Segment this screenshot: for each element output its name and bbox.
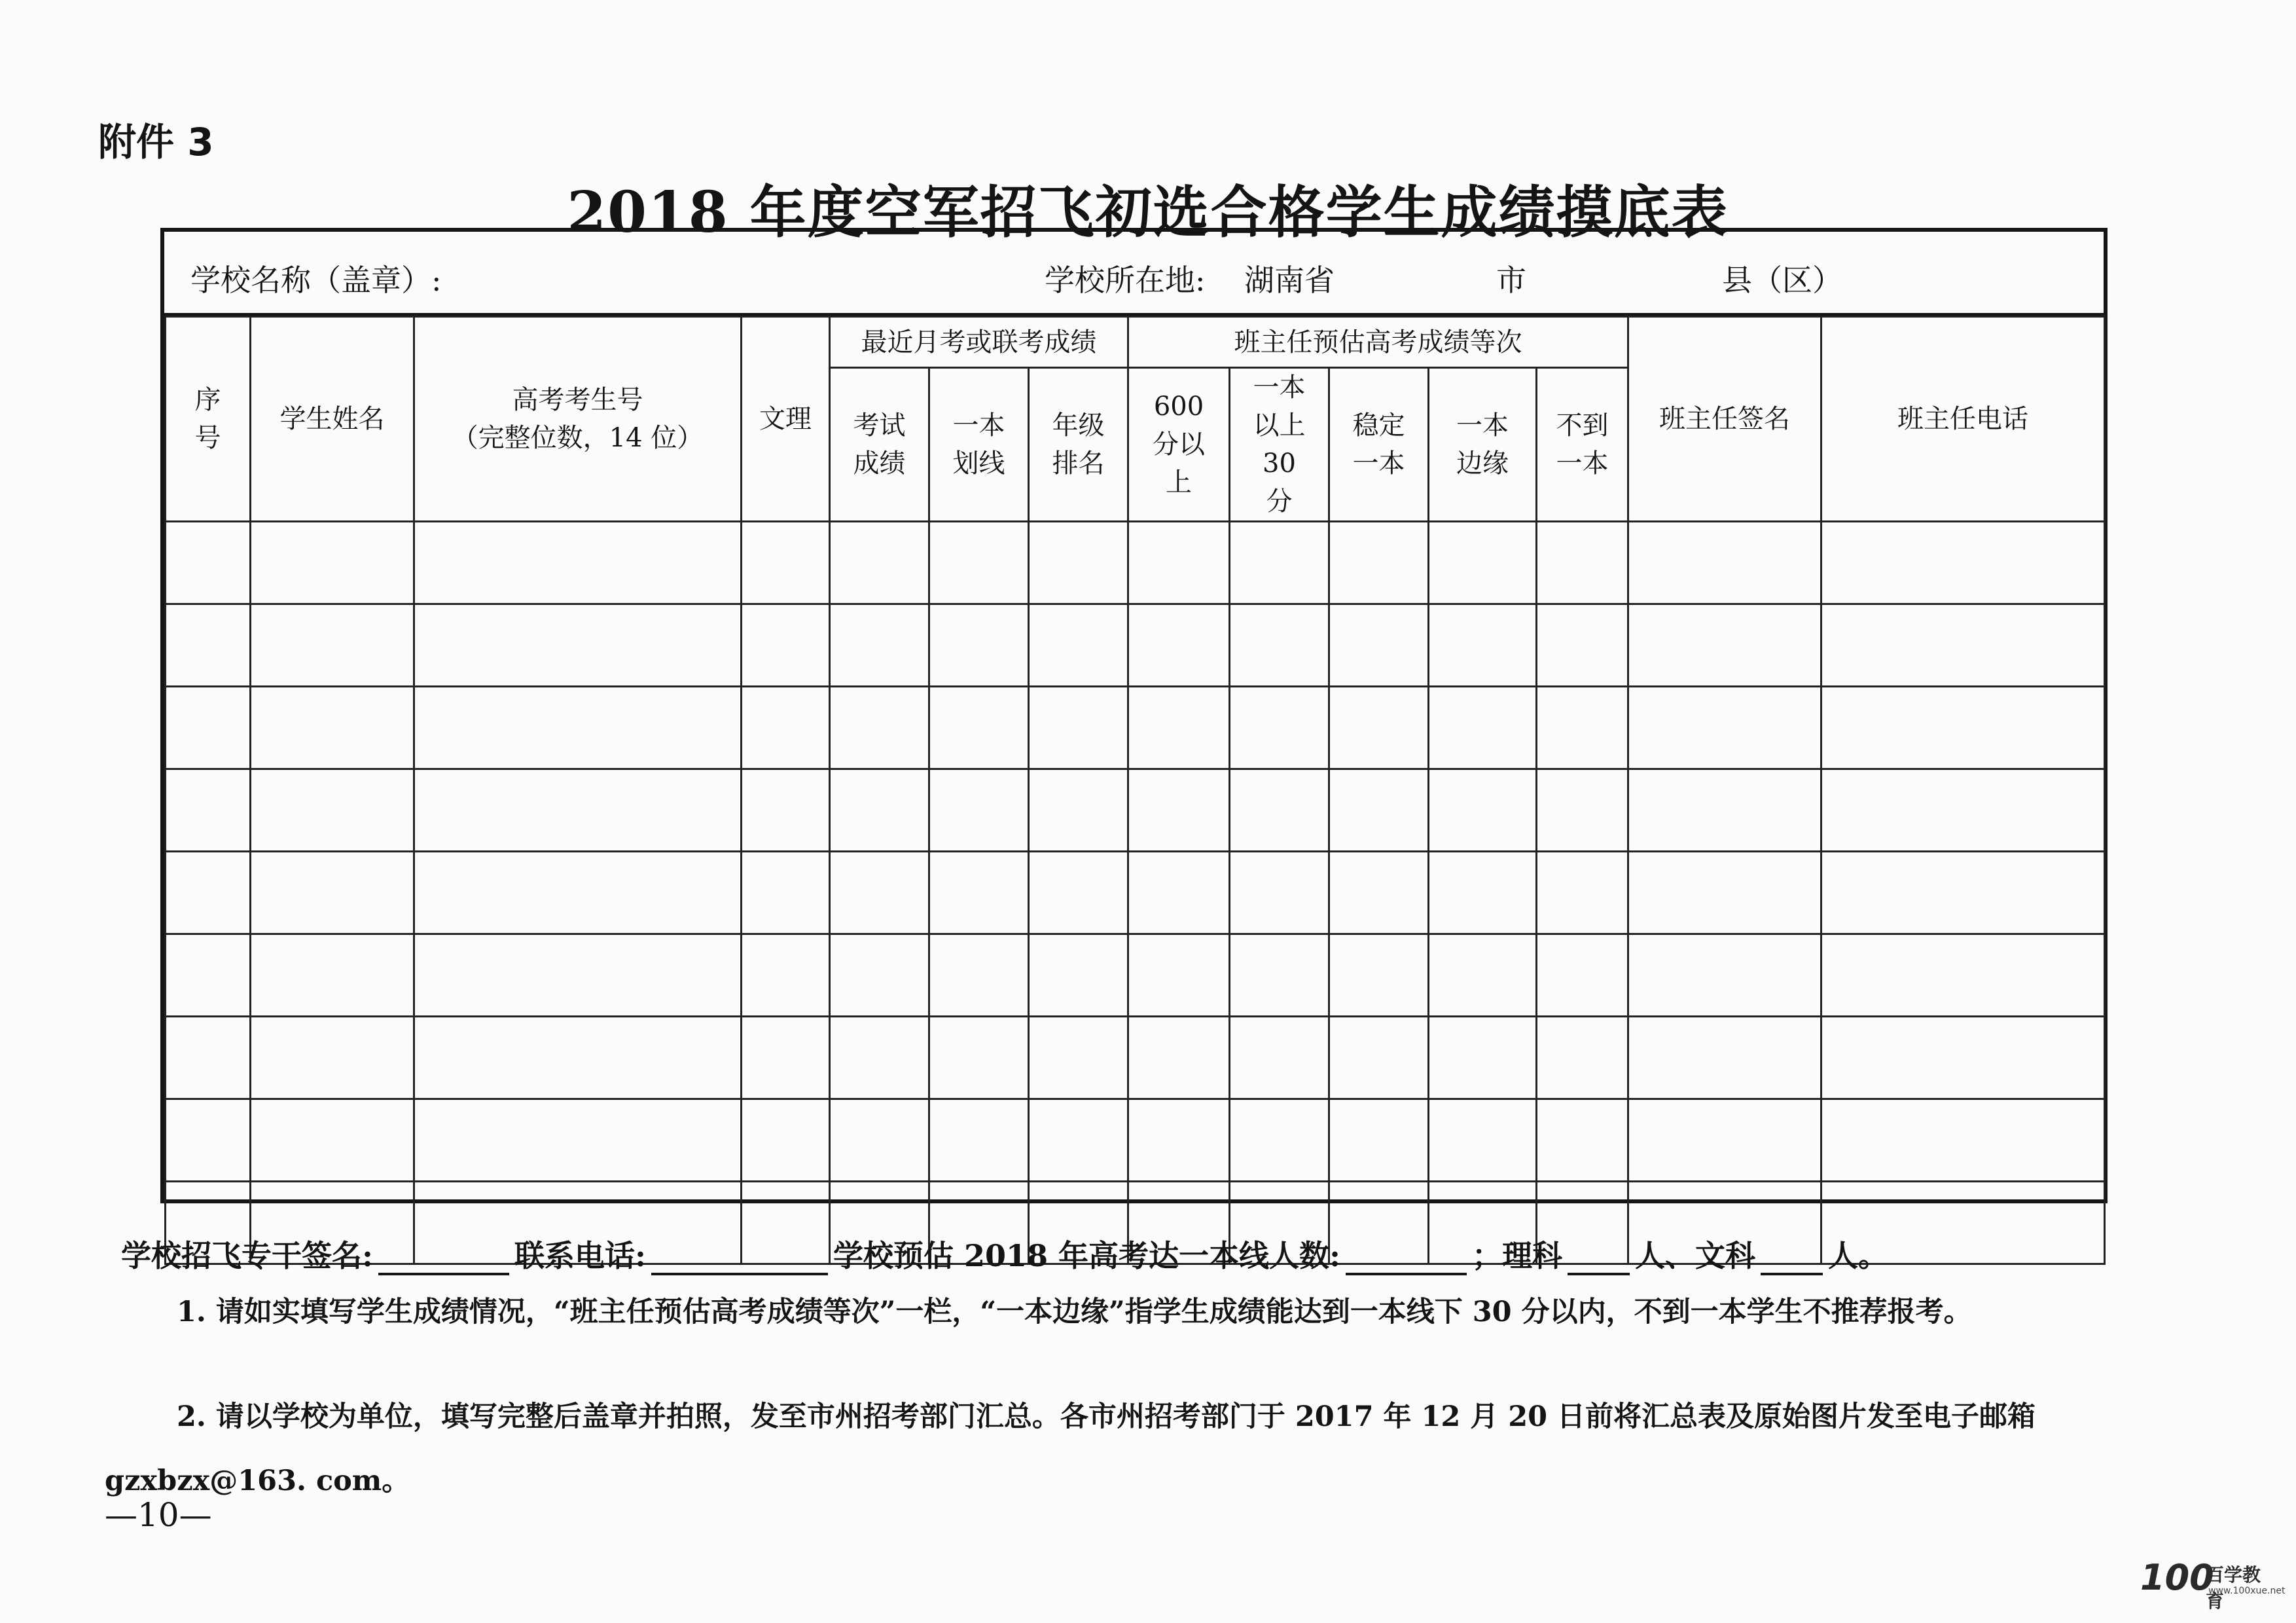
table-row (166, 687, 2105, 769)
table-cell[interactable] (830, 934, 929, 1017)
table-row (166, 1017, 2105, 1099)
table-cell[interactable] (830, 852, 929, 934)
table-row (166, 1099, 2105, 1182)
table-cell[interactable] (929, 934, 1029, 1017)
estimate-count-label: 学校预估 2018 年高考达一本线人数: (833, 1238, 1341, 1273)
table-cell[interactable] (1628, 604, 1821, 687)
exam-number-label: 高考考生号 (512, 385, 643, 415)
table-cell[interactable] (1628, 687, 1821, 769)
arts-count-blank[interactable] (1761, 1273, 1823, 1275)
footer-end: 。 (1858, 1238, 1889, 1273)
table-cell[interactable] (166, 1099, 251, 1182)
table-cell[interactable] (1230, 769, 1329, 852)
contact-phone-label: 联系电话: (514, 1238, 646, 1273)
table-cell[interactable] (414, 934, 742, 1017)
table-cell[interactable] (1128, 1017, 1230, 1099)
table-cell[interactable] (166, 769, 251, 852)
table-cell[interactable] (1329, 687, 1429, 769)
table-cell[interactable] (1628, 522, 1821, 604)
table-cell[interactable] (1029, 852, 1128, 934)
table-cell[interactable] (251, 522, 414, 604)
table-cell[interactable] (1821, 769, 2105, 852)
table-cell[interactable] (929, 1017, 1029, 1099)
table-cell[interactable] (1230, 852, 1329, 934)
table-cell[interactable] (166, 934, 251, 1017)
table-cell[interactable] (742, 1017, 830, 1099)
table-cell[interactable] (742, 522, 830, 604)
officer-signature-blank[interactable] (378, 1273, 509, 1275)
table-cell[interactable] (1128, 769, 1230, 852)
note-2: 2. 请以学校为单位，填写完整后盖章并拍照，发至市州招考部门汇总。各市州招考部门于 2017 年 12 月 20 日前将汇总表及原始图片发至电子邮箱 gzxbzx@163. com。 (105, 1400, 2036, 1497)
page-number: —10— (105, 1496, 212, 1534)
table-cell[interactable] (414, 1099, 742, 1182)
table-cell[interactable] (1821, 1099, 2105, 1182)
table-row (166, 769, 2105, 852)
table-cell[interactable] (1628, 934, 1821, 1017)
table-cell[interactable] (1429, 1099, 1537, 1182)
table-cell[interactable] (1128, 934, 1230, 1017)
table-cell[interactable] (414, 604, 742, 687)
header-first-tier-line: 一本划线 (929, 368, 1029, 522)
table-cell[interactable] (1429, 852, 1537, 934)
table-cell[interactable] (1230, 934, 1329, 1017)
table-row (166, 934, 2105, 1017)
table-cell[interactable] (742, 687, 830, 769)
table-cell[interactable] (1429, 604, 1537, 687)
city-label: 市 (1496, 263, 1526, 298)
table-cell[interactable] (1537, 769, 1628, 852)
table-row (166, 604, 2105, 687)
table-cell[interactable] (1230, 687, 1329, 769)
table-cell[interactable] (1429, 769, 1537, 852)
table-cell[interactable] (742, 1099, 830, 1182)
table-cell[interactable] (1029, 604, 1128, 687)
footer-signature-line (121, 1232, 1888, 1275)
table-cell[interactable] (1628, 769, 1821, 852)
table-cell[interactable] (1429, 522, 1537, 604)
table-cell[interactable] (166, 852, 251, 934)
table-cell[interactable] (1537, 934, 1628, 1017)
table-cell[interactable] (1537, 522, 1628, 604)
table-cell[interactable] (1537, 604, 1628, 687)
table-cell[interactable] (830, 604, 929, 687)
arts-label: 、文科 (1665, 1238, 1756, 1273)
table-cell[interactable] (1537, 1017, 1628, 1099)
header-exam-score: 考试成绩 (830, 368, 929, 522)
table-cell[interactable] (742, 604, 830, 687)
table-cell[interactable] (1821, 852, 2105, 934)
header-grade-rank: 年级排名 (1029, 368, 1128, 522)
table-cell[interactable] (1029, 522, 1128, 604)
table-cell[interactable] (1029, 1099, 1128, 1182)
table-cell[interactable] (251, 604, 414, 687)
table-cell[interactable] (1821, 934, 2105, 1017)
table-row (166, 852, 2105, 934)
table-cell[interactable] (251, 934, 414, 1017)
arts-unit: 人 (1828, 1238, 1859, 1273)
header-exam-number (414, 317, 742, 522)
note-1: 1. 请如实填写学生成绩情况，“班主任预估高考成绩等次”一栏，“一本边缘”指学生成绩能达到一本线下 30 分以内，不到一本学生不推荐报考。 (177, 1296, 1972, 1328)
table-cell[interactable] (251, 769, 414, 852)
province-value: 湖南省 (1244, 263, 1335, 298)
table-cell[interactable] (830, 522, 929, 604)
table-cell[interactable] (1628, 1099, 1821, 1182)
science-label: ；理科 (1472, 1238, 1563, 1273)
header-student-name: 学生姓名 (251, 317, 414, 522)
table-cell[interactable] (1429, 1017, 1537, 1099)
table-cell[interactable] (929, 769, 1029, 852)
table-cell[interactable] (414, 769, 742, 852)
header-teacher-phone: 班主任电话 (1821, 317, 2105, 522)
table-cell[interactable] (1628, 852, 1821, 934)
watermark-logo (2140, 1557, 2286, 1612)
header-estimate-group: 班主任预估高考成绩等次 (1128, 317, 1628, 368)
table-cell[interactable] (929, 522, 1029, 604)
table-cell[interactable] (1230, 604, 1329, 687)
header-track: 文理 (742, 317, 830, 522)
table-cell[interactable] (1329, 934, 1429, 1017)
watermark-mark: 100 (2140, 1557, 2214, 1598)
table-cell[interactable] (1821, 1017, 2105, 1099)
table-cell[interactable] (251, 852, 414, 934)
table-cell[interactable] (1128, 522, 1230, 604)
table-cell[interactable] (1029, 687, 1128, 769)
table-cell[interactable] (1821, 604, 2105, 687)
table-cell[interactable] (1329, 1017, 1429, 1099)
table-cell[interactable] (1329, 604, 1429, 687)
table-cell[interactable] (1128, 687, 1230, 769)
table-cell[interactable] (742, 852, 830, 934)
table-cell[interactable] (742, 769, 830, 852)
table-cell[interactable] (414, 852, 742, 934)
table-cell[interactable] (1329, 769, 1429, 852)
table-cell[interactable] (1128, 852, 1230, 934)
header-below-first-tier: 不到一本 (1537, 368, 1628, 522)
table-cell[interactable] (251, 687, 414, 769)
attachment-label: 附件 3 (98, 120, 214, 164)
table-cell[interactable] (1429, 934, 1537, 1017)
table-cell[interactable] (166, 604, 251, 687)
contact-phone-blank[interactable] (651, 1273, 828, 1275)
table-cell[interactable] (929, 604, 1029, 687)
table-cell[interactable] (1537, 687, 1628, 769)
header-seq: 序号 (166, 317, 251, 522)
table-cell[interactable] (830, 687, 929, 769)
header-first-tier-edge: 一本边缘 (1429, 368, 1537, 522)
table-cell[interactable] (1029, 769, 1128, 852)
table-cell[interactable] (1230, 1017, 1329, 1099)
table-cell[interactable] (1230, 522, 1329, 604)
table-cell[interactable] (1329, 1099, 1429, 1182)
science-count-blank[interactable] (1568, 1273, 1630, 1275)
table-cell[interactable] (830, 769, 929, 852)
table-cell[interactable] (1628, 1017, 1821, 1099)
school-location-label: 学校所在地: (1045, 263, 1206, 298)
watermark-text: 百学教育 (2206, 1564, 2261, 1612)
table-cell[interactable] (742, 934, 830, 1017)
document-title: 2018 年度空军招飞初选合格学生成绩摸底表 (567, 179, 1729, 246)
table-cell[interactable] (414, 522, 742, 604)
watermark-url: www.100xue.net (2208, 1586, 2286, 1596)
school-info-row (164, 232, 2104, 316)
table-cell[interactable] (1537, 852, 1628, 934)
table-cell[interactable] (1429, 687, 1537, 769)
table-cell[interactable] (929, 687, 1029, 769)
header-teacher-signature: 班主任签名 (1628, 317, 1821, 522)
score-table (164, 316, 2106, 1265)
header-recent-exam-group: 最近月考或联考成绩 (830, 317, 1128, 368)
table-row (166, 522, 2105, 604)
table-cell[interactable] (251, 1017, 414, 1099)
table-cell[interactable] (166, 1017, 251, 1099)
table-cell[interactable] (1128, 604, 1230, 687)
table-cell[interactable] (414, 687, 742, 769)
table-cell[interactable] (414, 1017, 742, 1099)
table-cell[interactable] (166, 687, 251, 769)
table-cell[interactable] (1329, 852, 1429, 934)
table-cell[interactable] (929, 852, 1029, 934)
table-cell[interactable] (1029, 934, 1128, 1017)
estimate-count-blank[interactable] (1346, 1273, 1467, 1275)
header-stable-first-tier: 稳定一本 (1329, 368, 1429, 522)
table-cell[interactable] (929, 1099, 1029, 1182)
officer-signature-label: 学校招飞专干签名: (121, 1238, 373, 1273)
science-unit: 人 (1635, 1238, 1666, 1273)
header-above-first-tier-30: 一本以上30 分 (1230, 368, 1329, 522)
table-cell[interactable] (1128, 1099, 1230, 1182)
exam-number-note: （完整位数，14 位） (452, 423, 704, 453)
table-cell[interactable] (1230, 1099, 1329, 1182)
table-cell[interactable] (1821, 687, 2105, 769)
table-cell[interactable] (166, 522, 251, 604)
table-cell[interactable] (830, 1099, 929, 1182)
table-cell[interactable] (1821, 522, 2105, 604)
table-cell[interactable] (251, 1099, 414, 1182)
table-cell[interactable] (1029, 1017, 1128, 1099)
header-above-600: 600 分以上 (1128, 368, 1230, 522)
county-label: 县（区） (1722, 263, 1842, 298)
table-cell[interactable] (1537, 1099, 1628, 1182)
table-cell[interactable] (830, 1017, 929, 1099)
school-name-label: 学校名称（盖章）: (190, 263, 442, 298)
table-cell[interactable] (1329, 522, 1429, 604)
